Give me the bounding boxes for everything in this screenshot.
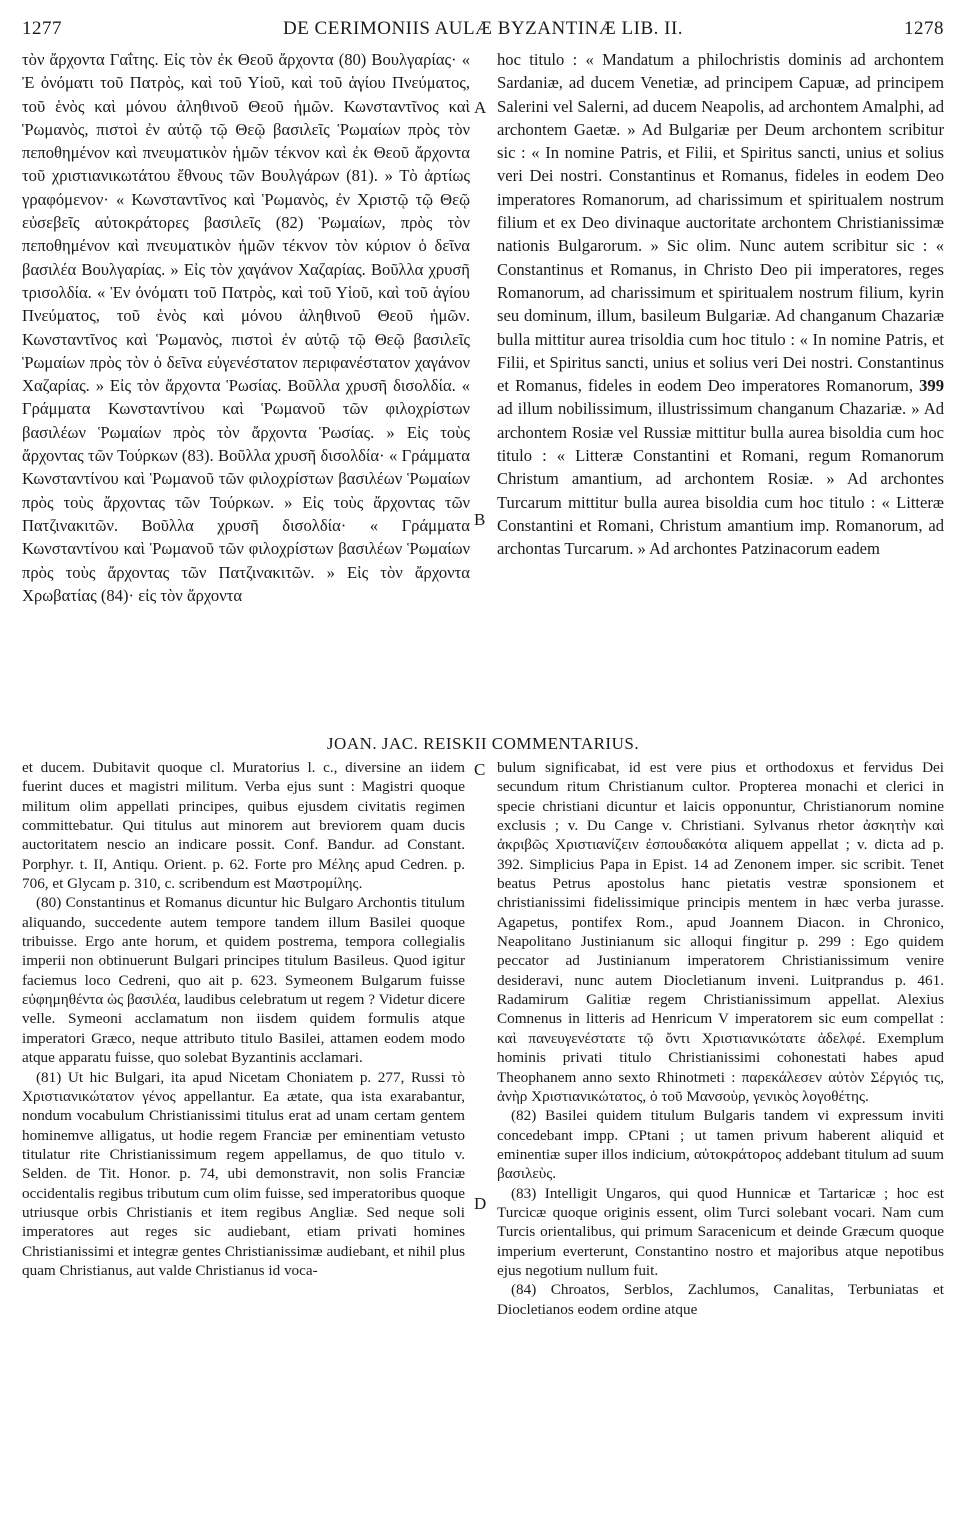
section-marker-d: D [474, 1194, 487, 1213]
running-header [22, 18, 944, 48]
page-number-right: 1278 [904, 18, 944, 39]
section-marker-b: B [474, 510, 486, 529]
commentary-paragraph: (83) Intelligit Ungaros, qui quod Hunnicæ et Tartaricæ ; hoc est Turcicæ quoque originis essent, olim Turci solebant vocari. Nam cum Turcis orientalibus, qui primum Saracenicum et deinde Græcum quoque imperium everterunt, Constantino nostro et majoribus atque nepotibus ejus negotium nullum fuit. [497, 1184, 944, 1279]
page-number-left: 1277 [22, 18, 62, 39]
commentary-paragraph: (82) Basilei quidem titulum Bulgaris tandem vi expressum inviti concedebant impp. CPtani ; ut tamen privum haberent aliquid et eminentiæ super illos indicium, αὐτοκράτορος addebant titulum ad suum βασιλεὺς. [497, 1107, 944, 1183]
latin-column [497, 48, 944, 561]
greek-paragraph: τὸν ἄρχοντα Γαΐτης. Εἰς τὸν ἐκ Θεοῦ ἄρχοντα (80) Βουλγαρίας· « Ἐ ὀνόματι τοῦ Πατρὸς, καὶ τοῦ Υἱοῦ, καὶ τοῦ ἁγίου Πνεύματος, τοῦ ἑνὸς καὶ μόνου ἀληθινοῦ Θεοῦ ἡμῶν. Κωνσταντῖνος καὶ Ῥωμανὸς, πιστοὶ ἐν αὐτῷ τῷ Θεῷ βασιλεῖς Ῥωμαίων πρὸς τὸν πεποθημένον καὶ πνευματικὸν ἡμῶν τέκνον καὶ ἐκ Θεοῦ ἄρχοντα τοῦ χριστιανικωτάτου ἔθνους τῶν Βουλγάρων (81). » Τὸ ἀρτίως γραφόμενον· « Κωνσταντῖνος καὶ Ῥωμανὸς, ἐν Χριστῷ τῷ Θεῷ εὐσεβεῖς αὐτοκράτορες βασιλεῖς (82) Ῥωμαίων, πρὸς τὸν πεποθημένον καὶ πνευματικὸν ἡμῶν τέκνον τὸν κύριον ὁ δεῖνα βασιλέα Βουλγαρίας. » Εἰς τὸν χαγάνον Χαζαρίας. Βοῦλλα χρυσῆ τρισολδία. « Ἐν ὀνόματι τοῦ Πατρὸς, καὶ τοῦ Υἱοῦ, καὶ τοῦ ἁγίου Πνεύματος, τοῦ ἑνὸς καὶ μόνου ἀληθινοῦ Θεοῦ ἡμῶν. Κωνσταντῖνος καὶ Ῥωμανὸς, πιστοὶ ἐν αὐτῷ τῷ Θεῷ βασιλεῖς Ῥωμαίων πρὸς τὸν ὁ δεῖνα εὐγενέστατον περιφανέστατον χαγάνον Χαζαρίας. » Εἰς τὸν ἄρχοντα Ῥωσίας. Βοῦλλα χρυσῆ δισολδία. « Γράμματα Κωνσταντίνου καὶ Ῥωμανοῦ τῶν φιλοχρίστων βασιλέων Ῥωμαίων πρὸς τὸν ἄρχοντα Ῥωσίας. » Εἰς τοὺς ἄρχοντας τῶν Τούρκων (83). Βοῦλλα χρυσῆ δισολδία· « Γράμματα Κωνσταντίνου καὶ Ῥωμανοῦ τῶν φιλοχρίστων βασιλέων Ῥωμαίων πρὸς τοὺς ἄρχοντας τῶν Τούρκων. » Εἰς τοὺς ἄρχοντας τῶν Πατζινακιτῶν. Βοῦλλα χρυσῆ δισολδία· « Γράμματα Κωνσταντίνου καὶ Ῥωμανοῦ τῶν φιλοχρίστων βασιλέων Ῥωμαίων πρὸς τοὺς ἄρχοντας τῶν Πατζινακιτῶν. » Εἰς τὸν ἄρχοντα Χρωβατίας (84)· εἰς τὸν ἄρχοντα [22, 50, 470, 605]
commentary-right-column [497, 758, 944, 1319]
commentary-paragraph: bulum significabat, id est vere pius et orthodoxus et fervidus Dei secundum ritum Christianum cultor. Propterea monachi et clerici in specie christiani dicuntur et laicis opponuntur, Christianorum nomine exclusis ; v. Du Cange v. Christiani. Sylvanus rhetor ἀσκητὴν καὶ ἀκριβῶς Χριστιανίζειν ἐσπουδακότα aliquem appellat ; v. dicta ad p. 392. Simplicius Papa in Epist. 14 ad Zenonem imper. sic scribit. Tenet beatus Petrus apostolus hanc pietatis vestræ sponsionem et christianissimi fidelissimique principis mentem in hæc verba jurasse. Agapetus, pontifex Rom., apud Joannem Diacon. in Chronico, Neapolitano Justinianum sic alloqui fingitur p. 299 : Ego quidem peccator ad Justinianum imperatorem Christianissimum venire desideravi, nunc autem Diocletianum inveni. Luitprandus p. 461. Radamirum Galitiæ regem Christianissimum appellat. Alexius Comnenus in litteris ad Henricum V imperatorem sic eum compellat : καὶ πανευγενέστατε τῷ ὄντι Χριστιανικώτατε ἀδελφέ. Exemplum hominis privati titulo Christianissimi cohonestati habes apud Theophanem anno sexto Rhinotmeti : παρεκάλεσεν αὐτὸν Σέργιός τις, ἀνὴρ Χριστιανικώτατος, ὁ τοῦ Μανσοὺρ, γενικὸς λογοθέτης. [497, 759, 944, 1105]
commentary-paragraph: (81) Ut hic Bulgari, ita apud Nicetam Choniatem p. 277, Russi τὸ Χριστιανικώτατον γένος appellantur. Ea ætate, qua ista exarabantur, nondum vocabulum Christianissimi titulus erat ad unam certam gentem hominemve alligatus, ut hodie regem Franciæ per eminentiam vetusto titulatur rite Christianissimum regem appellamus, de quo titulo v. Selden. de Tit. Honor. p. 74, ubi demonstravit, non solis Franciæ occidentalis regibus tributum cum olim fuisse, sed imperatoribus quoque utriusque orbis Christianis et item regibus Angliæ. Sed neque soli imperatores aut reges sic audiebant, etiam privati homines Christianissimi et integræ gentes Christianissimæ audiebant, et nihil plus quam Christianus, aut valde Christianus id voca- [22, 1068, 465, 1279]
commentary-paragraph: (84) Chroatos, Serblos, Zachlumos, Canalitas, Terbuniatas et Diocletianos eodem ordine atque [497, 1281, 944, 1318]
latin-paragraph [497, 48, 944, 561]
commentary-title: JOAN. JAC. REISKII COMMENTARIUS. [326, 734, 640, 753]
document-page [22, 18, 944, 1523]
latin-text-part-1: hoc titulo : « Mandatum a philochristis dominis ad archontem Sardaniæ, ad ducem Venetiæ, ad principem Capuæ, ad principem Salerini vel Salerni, ad ducem Neapolis, ad archontem Amalphi, ad archontem Gaetæ. » Ad Bulgariæ per Deum archontem scribitur sic : « In nomine Patris, et Filii, et Spiritus sancti, unius et solius veri Dei nostri. Constantinus et Romanus, fideles in eodem Deo imperatores Romanorum, ad charissimum et spiritualem nostrum filium et ex Deo divinaque auctoritate archontem Christianissimæ nationis Bulgarorum. » Sic olim. Nunc autem scribitur sic : « Constantinus et Romanus, in Christo Deo pii imperatores, reges Romanorum, ad charissimum et spiritualem nostrum filium, kyrin seu dominum, illum, basileum Bulgariæ. Ad changanum Chazariæ bulla mittitur aurea trisoldia cum hoc titulo : « In nomine Patris, et Filii, et Spiritus sancti, unius et solius veri Dei nostri. Constantinus et Romanus, fideles in eodem Deo imperatores Romanorum, [497, 50, 944, 396]
greek-column [22, 48, 470, 607]
main-text-area [22, 48, 944, 732]
latin-text-part-2: ad illum nobilissimum, illustrissimum changanum Chazariæ. » Ad archontem Rosiæ vel Russiæ mittitur bulla aurea bisoldia cum hoc titulo : « Litteræ Constantini et Romani, regum Romanorum Christum amantium, ad archontem Rosiæ. » Ad archontes Turcarum mittitur bulla aurea bisoldia cum hoc titulo : « Litteræ Constantini et Romani, Christum amantium imp. Romanorum, ad archontas Turcarum. » Ad archontes Patzinacorum eadem [497, 399, 944, 559]
commentary-area [22, 758, 944, 1518]
commentary-left-column [22, 758, 465, 1280]
section-marker-a: A [474, 98, 487, 117]
commentary-paragraph: et ducem. Dubitavit quoque cl. Muratorius l. c., diversine an iidem fuerint duces et magistri militum. Verba ejus sunt : Magistri quoque militum olim appellati principes, quibus ejusdem civitatis regimen committebatur. Qui titulus aut minorem aut breviorem quam ducis auctoritatem nescio an indicare possit. Conf. Bandur. ad Constant. Porphyr. t. II, Antiqu. Orient. p. 62. Forte pro Μέλης apud Cedren. p. 706, et Glycam p. 310, c. scribendum est Μαστρομίλης. [22, 759, 465, 893]
page-marker: 399 [919, 376, 944, 396]
running-title: DE CERIMONIIS AULÆ BYZANTINÆ LIB. II. [282, 18, 684, 39]
commentary-paragraph: (80) Constantinus et Romanus dicuntur hic Bulgaro Archontis titulum aliquando, succedente autem tempore tandem illum Basilei quoque tribuisse. Ergo ante horum, et quidem postrema, tempora collegialis imperii non obtinuerunt Bulgari principes titulum Basileus. Quod igitur faciemus loco Cedreni, quo ait p. 623. Symeonem Bulgarum fuisse εὐφημηθέντα ὡς βασιλέα, laudibus celebratum ut regem ? Videtur dicere velle. Symeoni acclamatum non iisdem quidem formulis atque imperatori Græco, neque attributo titulo Basilei, attamen eodem modo atque apparatu fuisse, quo solebat Byzantinis acclamari. [22, 894, 465, 1067]
section-marker-c: C [474, 760, 486, 779]
